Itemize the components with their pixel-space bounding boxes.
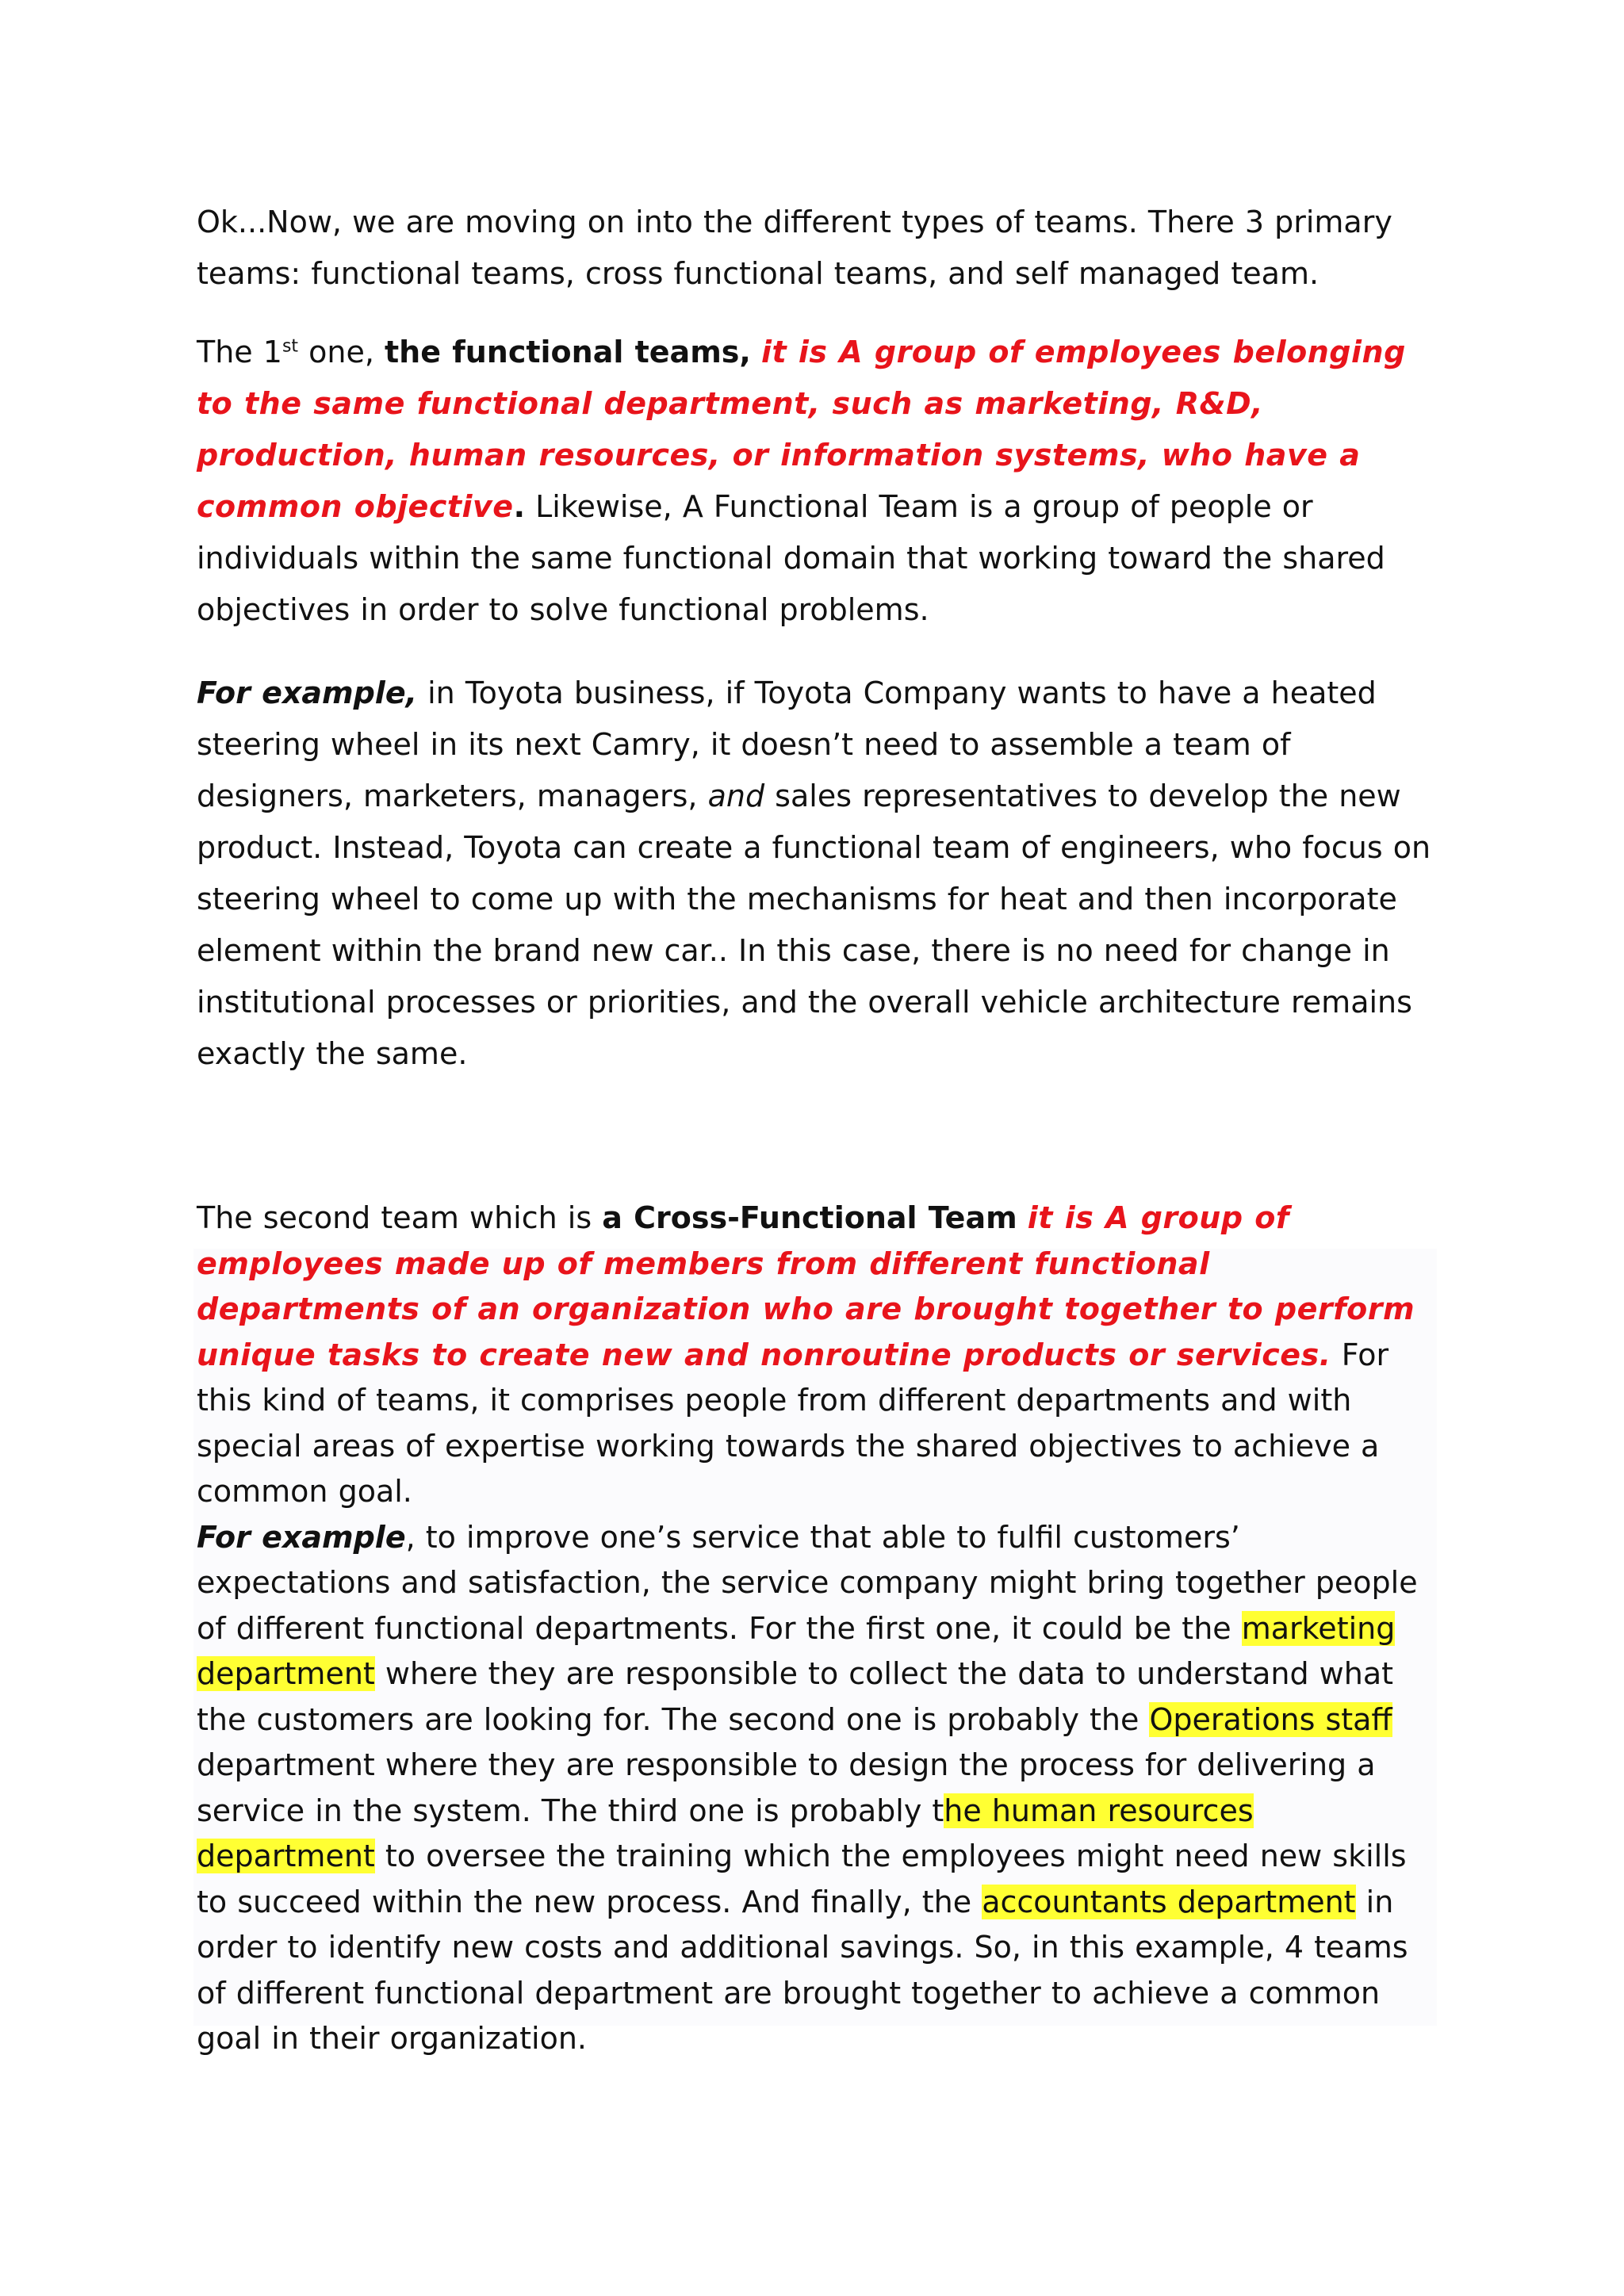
p2-after-sup: one,	[298, 335, 385, 369]
cross-functional-term: a Cross-Functional Team	[602, 1200, 1017, 1235]
p4-ex2: where they are responsible to collect the data to understand what the customers are looking for. The second one is probably the	[197, 1656, 1394, 1737]
p4-space	[1017, 1200, 1028, 1235]
toyota-example-paragraph	[197, 668, 1434, 1080]
functional-teams-paragraph	[197, 327, 1434, 636]
cross-functional-paragraph	[197, 1196, 1434, 2062]
cross-functional-definition: it is A group of employees made up of members from different functional departments of an organization who are brought together to perform unique tasks to create new and nonroutine products or services.	[197, 1200, 1415, 1372]
p4-ex1: , to improve one’s service that able to fulfil customers’ expectations and satisfaction, the service company might bring together people of different functional departments. For the first one, it could be the	[197, 1519, 1418, 1646]
p2-rest: Likewise, A Functional Team is a group of people or individuals within the same functional domain that working toward the shared objectives in order to solve functional problems.	[197, 489, 1385, 627]
p4-ex3: department where they are responsible to design the process for delivering a service in the system. The third one is probably t	[197, 1747, 1376, 1828]
p3-part1: in Toyota business, if Toyota Company wants to have a heated steering wheel in its next Camry, it doesn’t need to assemble a team of designers, marketers, managers,	[197, 675, 1377, 813]
p3-part2: sales representatives to develop the new product. Instead, Toyota can create a functional team of engineers, who focus on steering wheel to come up with the mechanisms for heat and then incorporate element within the brand new car.. In this case, there is no need for change in institutional processes or priorities, and the overall vehicle architecture remains exactly the same.	[197, 779, 1431, 1071]
highlight-accountants: accountants department	[982, 1884, 1356, 1919]
intro-paragraph	[197, 197, 1434, 300]
p3-and-word: and	[707, 779, 765, 813]
p4-ex4: to oversee the training which the employees might need new skills to succeed within the new process. And finally, the	[197, 1839, 1407, 1919]
highlight-marketing: marketing department	[197, 1610, 1396, 1691]
highlight-human-resources: he human resources department	[197, 1793, 1254, 1873]
highlight-operations: Operations staff	[1149, 1701, 1392, 1737]
p4-ex5: in order to identify new costs and additional savings. So, in this example, 4 teams of different functional department are brought together to achieve a common goal in their organization.	[197, 1884, 1408, 2056]
p2-lead: The 1	[197, 335, 282, 369]
p2-space	[751, 335, 761, 369]
p2-ordinal-suffix: st	[282, 336, 299, 357]
intro-text: Ok...Now, we are moving on into the different types of teams. There 3 primary teams: functional teams, cross functional teams, and self managed team.	[197, 205, 1392, 291]
example-label-2: For example	[197, 1519, 406, 1555]
p4-lead: The second team which is	[197, 1200, 603, 1235]
functional-teams-definition: it is A group of employees belonging to the same functional department, such as marketing, R&D, production, human resources, or information systems, who have a common objective	[197, 335, 1406, 524]
functional-teams-term: the functional teams,	[384, 335, 751, 369]
example-label: For example,	[197, 675, 418, 710]
p4-rest: For this kind of teams, it comprises people from different departments and with special areas of expertise working towards the shared objectives to achieve a common goal.	[197, 1337, 1389, 1509]
p2-period: .	[513, 489, 526, 524]
